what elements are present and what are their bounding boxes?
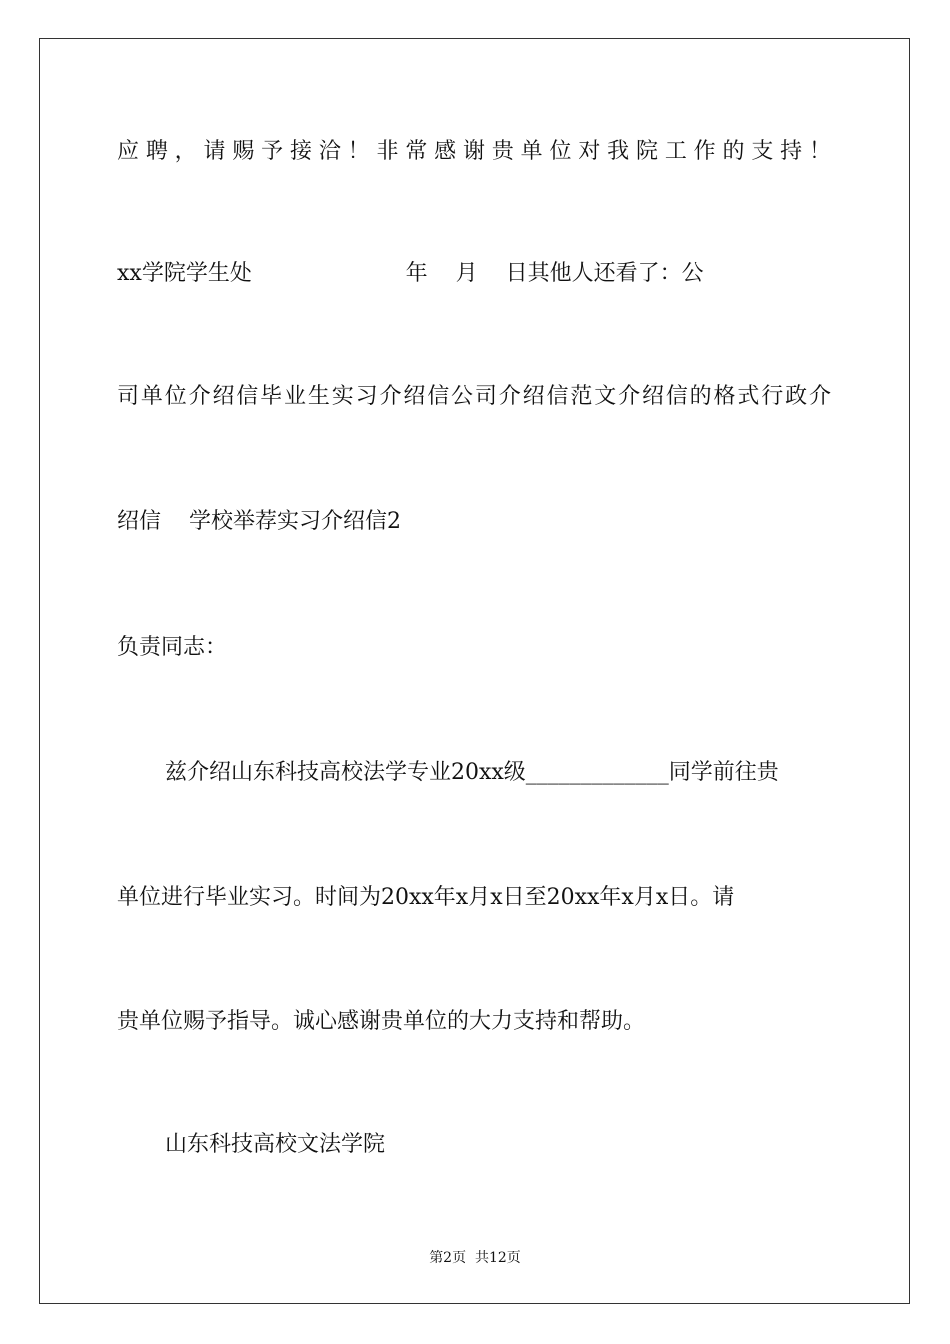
- signature-institution: 山东科技高校文法学院: [165, 1132, 386, 1157]
- text-line-8: 贵单位赐予指导。诚心感谢贵单位的大力支持和帮助。: [117, 1009, 646, 1034]
- text-line-3: 司单位介绍信毕业生实习介绍信公司介绍信范文介绍信的格式行政介: [117, 384, 831, 409]
- text-line-7: 单位进行毕业实习。时间为20xx年x月x日至20xx年x月x日。请: [117, 885, 735, 910]
- salutation: 负责同志：: [117, 635, 228, 660]
- text-line-2: xx学院学生处 年 月 日其他人还看了：公: [117, 261, 704, 286]
- text-line-4: 绍信 学校举荐实习介绍信2: [117, 509, 401, 534]
- text-line-1: 应聘，请赐予接洽！非常感谢贵单位对我院工作的支持！: [117, 139, 831, 164]
- page-number: 第2页 共12页: [429, 1250, 521, 1266]
- page-frame: [39, 38, 910, 1304]
- text-line-6: 兹介绍山东科技高校法学专业20xx级_____________同学前往贵: [165, 760, 779, 785]
